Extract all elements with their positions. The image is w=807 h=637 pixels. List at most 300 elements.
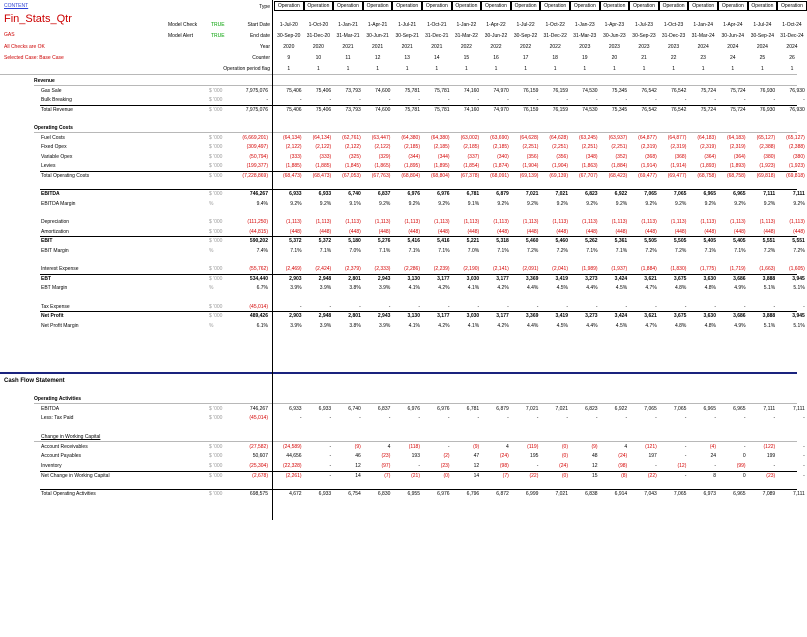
- row-cell[interactable]: (364): [704, 153, 716, 160]
- row-cell[interactable]: 7.2%: [556, 247, 568, 254]
- row-cell[interactable]: (1,885): [285, 163, 302, 170]
- row-cell[interactable]: (63,002): [460, 134, 480, 141]
- row-cell[interactable]: (368): [645, 153, 657, 160]
- row-cell[interactable]: (24): [499, 453, 509, 460]
- row-cell[interactable]: 3.8%: [349, 322, 361, 329]
- row-cell[interactable]: 76,542: [641, 106, 657, 113]
- row-cell[interactable]: 74,160: [463, 87, 480, 94]
- row-cell[interactable]: 3,369: [525, 313, 539, 320]
- row-cell[interactable]: (364): [733, 153, 746, 160]
- row-cell[interactable]: 14: [355, 472, 361, 479]
- row-cell[interactable]: 3.9%: [319, 322, 332, 329]
- row-cell[interactable]: 9.2%: [408, 200, 420, 207]
- row-cell[interactable]: (448): [467, 228, 480, 235]
- row-cell[interactable]: 5,505: [644, 238, 657, 245]
- row-cell[interactable]: (1,113): [522, 219, 539, 226]
- row-cell[interactable]: 9.2%: [290, 200, 302, 207]
- row-cell[interactable]: 74,530: [582, 87, 598, 94]
- row-cell[interactable]: 4.1%: [467, 322, 480, 329]
- row-cell[interactable]: 9.2%: [586, 200, 598, 207]
- row-cell[interactable]: 4.5%: [615, 285, 628, 292]
- row-cell[interactable]: -: [447, 303, 450, 310]
- row-cell[interactable]: 6,933: [318, 491, 332, 498]
- row-cell[interactable]: 193: [411, 453, 420, 460]
- row-cell[interactable]: (448): [408, 228, 420, 235]
- row-cell[interactable]: 74,600: [375, 87, 391, 94]
- row-cell[interactable]: 3,273: [585, 275, 598, 282]
- row-cell[interactable]: (1,904): [552, 163, 568, 170]
- row-cell[interactable]: (1,113): [641, 219, 657, 226]
- row-cell[interactable]: (121): [645, 443, 657, 450]
- row-cell[interactable]: 3,686: [733, 313, 746, 320]
- row-cell[interactable]: 3,888: [762, 275, 776, 282]
- row-cell[interactable]: (7): [502, 472, 509, 479]
- row-cell[interactable]: -: [773, 97, 776, 104]
- row-cell[interactable]: (2,333): [374, 266, 391, 273]
- row-cell[interactable]: 3,621: [644, 313, 657, 320]
- row-cell[interactable]: 9.2%: [763, 200, 776, 207]
- row-cell[interactable]: 3,621: [644, 275, 657, 282]
- row-cell[interactable]: -: [418, 415, 420, 422]
- row-cell[interactable]: (448): [615, 228, 628, 235]
- row-cell[interactable]: 2,903: [289, 313, 302, 320]
- row-cell[interactable]: (1,895): [433, 163, 450, 170]
- row-cell[interactable]: (1,863): [581, 163, 598, 170]
- row-cell[interactable]: (8): [621, 472, 628, 479]
- row-cell[interactable]: 7.1%: [378, 247, 391, 254]
- row-cell[interactable]: 3,675: [673, 313, 687, 320]
- row-cell[interactable]: -: [655, 97, 657, 104]
- row-cell[interactable]: 5,551: [792, 238, 805, 245]
- row-cell[interactable]: 9.2%: [615, 200, 628, 207]
- row-cell[interactable]: (448): [674, 228, 687, 235]
- row-cell[interactable]: (24): [559, 462, 568, 469]
- row-cell[interactable]: (1,884): [611, 163, 628, 170]
- row-cell[interactable]: 44,656: [286, 453, 302, 460]
- row-cell[interactable]: -: [566, 415, 568, 422]
- row-cell[interactable]: (2,251): [552, 144, 568, 151]
- row-cell[interactable]: (333): [289, 153, 302, 160]
- row-cell[interactable]: -: [684, 303, 687, 310]
- row-cell[interactable]: -: [299, 97, 302, 104]
- row-cell[interactable]: 7.2%: [763, 247, 776, 254]
- row-cell[interactable]: (64,134): [312, 134, 332, 141]
- row-cell[interactable]: 75,781: [404, 87, 420, 94]
- row-cell[interactable]: 6,965: [733, 191, 746, 198]
- row-cell[interactable]: (22): [529, 472, 539, 479]
- row-cell[interactable]: 5.1%: [763, 285, 776, 292]
- row-cell[interactable]: (340): [497, 153, 509, 160]
- row-cell[interactable]: (68,804): [401, 173, 420, 180]
- row-cell[interactable]: 2,801: [348, 275, 361, 282]
- row-cell[interactable]: 4.5%: [615, 322, 628, 329]
- row-cell[interactable]: (1,830): [670, 266, 687, 273]
- row-cell[interactable]: 5,416: [407, 238, 420, 245]
- row-cell[interactable]: 9.1%: [467, 200, 480, 207]
- row-cell[interactable]: (64,877): [667, 134, 687, 141]
- row-cell[interactable]: (2,122): [315, 144, 332, 151]
- row-cell[interactable]: -: [803, 443, 805, 450]
- row-cell[interactable]: (448): [349, 228, 361, 235]
- row-cell[interactable]: (348): [585, 153, 598, 160]
- row-cell[interactable]: (0): [561, 453, 568, 460]
- row-cell[interactable]: (356): [556, 153, 568, 160]
- row-cell[interactable]: (448): [437, 228, 450, 235]
- row-cell[interactable]: 6,976: [407, 191, 420, 198]
- row-cell[interactable]: 3,686: [733, 275, 746, 282]
- row-cell[interactable]: (2,190): [463, 266, 480, 273]
- row-cell[interactable]: -: [536, 415, 539, 422]
- row-cell[interactable]: 7,021: [555, 191, 568, 198]
- row-cell[interactable]: -: [566, 303, 568, 310]
- row-cell[interactable]: 7,111: [763, 191, 776, 198]
- row-cell[interactable]: 76,542: [641, 87, 657, 94]
- row-cell[interactable]: (65,127): [786, 134, 805, 141]
- row-cell[interactable]: 2,903: [289, 275, 302, 282]
- row-cell[interactable]: (7): [384, 472, 391, 479]
- row-cell[interactable]: (448): [704, 228, 716, 235]
- row-cell[interactable]: 9.2%: [438, 200, 450, 207]
- row-cell[interactable]: 2,948: [318, 313, 332, 320]
- row-cell[interactable]: 6,796: [466, 491, 480, 498]
- row-cell[interactable]: 2,943: [377, 313, 391, 320]
- row-cell[interactable]: 4.4%: [526, 285, 539, 292]
- row-cell[interactable]: -: [329, 472, 332, 479]
- row-cell[interactable]: 73,793: [345, 87, 361, 94]
- row-cell[interactable]: 5,221: [466, 238, 480, 245]
- row-cell[interactable]: (1,605): [788, 266, 805, 273]
- row-cell[interactable]: 4.2%: [497, 322, 509, 329]
- row-cell[interactable]: -: [625, 303, 628, 310]
- row-cell[interactable]: 4.8%: [704, 322, 716, 329]
- row-cell[interactable]: (1,893): [729, 163, 746, 170]
- row-cell[interactable]: 48: [592, 453, 598, 460]
- row-cell[interactable]: (380): [793, 153, 805, 160]
- row-cell[interactable]: 6,976: [437, 405, 450, 412]
- row-cell[interactable]: 6,976: [437, 191, 450, 198]
- row-cell[interactable]: -: [507, 415, 509, 422]
- row-cell[interactable]: -: [803, 415, 805, 422]
- row-cell[interactable]: 2,801: [348, 313, 361, 320]
- row-cell[interactable]: 75,724: [700, 87, 716, 94]
- row-cell[interactable]: -: [507, 303, 509, 310]
- row-cell[interactable]: 4.8%: [674, 322, 687, 329]
- row-cell[interactable]: 9.2%: [378, 200, 391, 207]
- row-cell[interactable]: 3,424: [614, 275, 628, 282]
- row-cell[interactable]: 76,930: [759, 106, 776, 113]
- row-cell[interactable]: 9.2%: [674, 200, 687, 207]
- row-cell[interactable]: 3,177: [496, 275, 509, 282]
- row-cell[interactable]: 74,530: [582, 106, 598, 113]
- row-cell[interactable]: 9.2%: [793, 200, 805, 207]
- row-cell[interactable]: (21): [411, 472, 420, 479]
- row-cell[interactable]: (1,113): [434, 219, 450, 226]
- row-cell[interactable]: (1,904): [522, 163, 539, 170]
- row-cell[interactable]: (333): [319, 153, 332, 160]
- row-cell[interactable]: 3,424: [614, 313, 628, 320]
- row-cell[interactable]: (24): [618, 453, 628, 460]
- row-cell[interactable]: -: [625, 97, 628, 104]
- row-cell[interactable]: (1,113): [611, 219, 628, 226]
- row-cell[interactable]: 6,933: [318, 191, 332, 198]
- row-cell[interactable]: (69,477): [667, 173, 687, 180]
- row-cell[interactable]: (448): [319, 228, 332, 235]
- row-cell[interactable]: -: [595, 303, 598, 310]
- row-cell[interactable]: -: [329, 97, 332, 104]
- row-cell[interactable]: (1,923): [759, 163, 776, 170]
- row-cell[interactable]: (67,053): [342, 173, 361, 180]
- row-cell[interactable]: -: [655, 303, 657, 310]
- row-cell[interactable]: 76,159: [552, 106, 568, 113]
- row-cell[interactable]: (1,113): [789, 219, 805, 226]
- row-cell[interactable]: 199: [766, 453, 776, 460]
- row-cell[interactable]: (1,113): [730, 219, 746, 226]
- row-cell[interactable]: 6,955: [407, 491, 420, 498]
- row-cell[interactable]: 76,542: [671, 106, 687, 113]
- row-cell[interactable]: 6,922: [614, 405, 628, 412]
- row-cell[interactable]: 6,823: [585, 405, 598, 412]
- row-cell[interactable]: -: [625, 415, 628, 422]
- row-cell[interactable]: (1,113): [670, 219, 687, 226]
- row-cell[interactable]: (2,319): [729, 144, 746, 151]
- row-cell[interactable]: -: [743, 443, 746, 450]
- row-cell[interactable]: -: [299, 303, 302, 310]
- row-cell[interactable]: 4.1%: [408, 285, 420, 292]
- row-cell[interactable]: 6,933: [289, 191, 302, 198]
- row-cell[interactable]: 76,930: [789, 87, 805, 94]
- row-cell[interactable]: 6,830: [377, 491, 391, 498]
- row-cell[interactable]: -: [329, 303, 332, 310]
- row-cell[interactable]: (63,937): [608, 134, 628, 141]
- row-cell[interactable]: (67,707): [578, 173, 598, 180]
- row-cell[interactable]: -: [595, 415, 598, 422]
- row-cell[interactable]: -: [595, 97, 598, 104]
- row-cell[interactable]: 7.2%: [645, 247, 657, 254]
- row-cell[interactable]: -: [803, 303, 805, 310]
- row-cell[interactable]: (2,251): [522, 144, 539, 151]
- row-cell[interactable]: (2,122): [344, 144, 361, 151]
- row-cell[interactable]: (2,251): [611, 144, 628, 151]
- row-cell[interactable]: 6,933: [289, 405, 302, 412]
- row-cell[interactable]: 76,930: [789, 106, 805, 113]
- row-cell[interactable]: (2,469): [285, 266, 302, 273]
- row-cell[interactable]: (2,239): [433, 266, 450, 273]
- row-cell[interactable]: 3,945: [792, 275, 805, 282]
- row-cell[interactable]: -: [773, 462, 776, 469]
- row-cell[interactable]: -: [477, 97, 480, 104]
- row-cell[interactable]: 7,043: [644, 491, 657, 498]
- row-cell[interactable]: 74,970: [493, 106, 509, 113]
- row-cell[interactable]: 3,369: [525, 275, 539, 282]
- row-cell[interactable]: (1,989): [581, 266, 598, 273]
- row-cell[interactable]: (2,319): [640, 144, 657, 151]
- row-cell[interactable]: 4.9%: [734, 322, 746, 329]
- row-cell[interactable]: 6,965: [733, 491, 746, 498]
- row-cell[interactable]: 7,111: [792, 191, 805, 198]
- row-cell[interactable]: -: [714, 415, 716, 422]
- row-cell[interactable]: 5,276: [377, 238, 391, 245]
- row-cell[interactable]: (64,183): [697, 134, 716, 141]
- row-cell[interactable]: -: [684, 453, 687, 460]
- row-cell[interactable]: (1,663): [759, 266, 776, 273]
- row-cell[interactable]: (2,424): [315, 266, 332, 273]
- row-cell[interactable]: 3,675: [673, 275, 687, 282]
- row-cell[interactable]: (1,113): [374, 219, 391, 226]
- row-cell[interactable]: 0: [742, 453, 746, 460]
- row-cell[interactable]: 5.1%: [763, 322, 776, 329]
- row-cell[interactable]: -: [418, 303, 420, 310]
- row-cell[interactable]: 4.4%: [526, 322, 539, 329]
- row-cell[interactable]: -: [447, 443, 450, 450]
- row-cell[interactable]: 7,111: [793, 405, 805, 412]
- row-cell[interactable]: 195: [530, 453, 539, 460]
- row-cell[interactable]: (448): [378, 228, 391, 235]
- row-cell[interactable]: 9.1%: [349, 200, 361, 207]
- row-cell[interactable]: -: [655, 415, 657, 422]
- row-cell[interactable]: -: [803, 97, 805, 104]
- row-cell[interactable]: 75,781: [434, 106, 450, 113]
- row-cell[interactable]: (2,388): [788, 144, 805, 151]
- row-cell[interactable]: 3,419: [555, 275, 568, 282]
- row-cell[interactable]: (63,245): [578, 134, 598, 141]
- row-cell[interactable]: 6,976: [407, 405, 420, 412]
- row-cell[interactable]: -: [329, 453, 332, 460]
- row-cell[interactable]: -: [507, 97, 509, 104]
- row-cell[interactable]: -: [714, 303, 716, 310]
- row-cell[interactable]: 5,361: [614, 238, 628, 245]
- row-cell[interactable]: (2,185): [433, 144, 450, 151]
- row-cell[interactable]: -: [359, 415, 361, 422]
- row-cell[interactable]: 75,345: [611, 106, 628, 113]
- row-cell[interactable]: (2,286): [404, 266, 420, 273]
- row-cell[interactable]: -: [743, 415, 746, 422]
- row-cell[interactable]: (344): [437, 153, 450, 160]
- row-cell[interactable]: 74,970: [493, 87, 509, 94]
- row-cell[interactable]: 6,837: [377, 191, 391, 198]
- row-cell[interactable]: 3,945: [792, 313, 805, 320]
- row-cell[interactable]: 6,879: [496, 405, 509, 412]
- row-cell[interactable]: (344): [408, 153, 420, 160]
- row-cell[interactable]: 3.9%: [378, 285, 391, 292]
- row-cell[interactable]: (68,091): [490, 173, 509, 180]
- row-cell[interactable]: (1,874): [492, 163, 509, 170]
- row-cell[interactable]: 24: [710, 453, 716, 460]
- row-cell[interactable]: (9): [473, 443, 480, 450]
- row-cell[interactable]: (64,628): [549, 134, 568, 141]
- row-cell[interactable]: (2,185): [463, 144, 480, 151]
- row-cell[interactable]: 3,130: [407, 275, 420, 282]
- row-cell[interactable]: 47: [473, 453, 480, 460]
- row-cell[interactable]: (325): [349, 153, 361, 160]
- row-cell[interactable]: 6,838: [585, 491, 598, 498]
- row-cell[interactable]: (448): [289, 228, 302, 235]
- row-cell[interactable]: 4.4%: [586, 285, 598, 292]
- row-cell[interactable]: 75,406: [315, 87, 332, 94]
- row-cell[interactable]: 4.1%: [467, 285, 480, 292]
- row-cell[interactable]: (98): [618, 462, 628, 469]
- row-cell[interactable]: -: [329, 415, 332, 422]
- row-cell[interactable]: (2,091): [522, 266, 539, 273]
- row-cell[interactable]: 3,888: [762, 313, 776, 320]
- row-cell[interactable]: 3,177: [496, 313, 509, 320]
- row-cell[interactable]: (2,261): [285, 472, 302, 479]
- row-cell[interactable]: -: [359, 97, 361, 104]
- row-cell[interactable]: -: [388, 415, 391, 422]
- row-cell[interactable]: (22,328): [282, 462, 302, 469]
- row-cell[interactable]: -: [773, 303, 776, 310]
- row-cell[interactable]: 4: [387, 443, 391, 450]
- row-cell[interactable]: 9.2%: [556, 200, 568, 207]
- row-cell[interactable]: 9.2%: [319, 200, 332, 207]
- row-cell[interactable]: (122): [763, 443, 776, 450]
- row-cell[interactable]: -: [359, 303, 361, 310]
- row-cell[interactable]: 75,724: [700, 106, 716, 113]
- row-cell[interactable]: 74,160: [463, 106, 480, 113]
- row-cell[interactable]: 75,724: [730, 87, 746, 94]
- row-cell[interactable]: 5,180: [348, 238, 361, 245]
- row-cell[interactable]: (64,134): [282, 134, 302, 141]
- row-cell[interactable]: 7.1%: [704, 247, 716, 254]
- row-cell[interactable]: 7.1%: [290, 247, 302, 254]
- row-cell[interactable]: (65,127): [756, 134, 776, 141]
- row-cell[interactable]: (1,914): [670, 163, 687, 170]
- content-link[interactable]: CONTENT: [4, 3, 29, 9]
- row-cell[interactable]: (24,589): [282, 443, 302, 450]
- row-cell[interactable]: (23): [440, 462, 450, 469]
- row-cell[interactable]: 75,406: [315, 106, 332, 113]
- row-cell[interactable]: 3,273: [585, 313, 598, 320]
- row-cell[interactable]: (1,113): [286, 219, 302, 226]
- row-cell[interactable]: 7,065: [644, 405, 657, 412]
- row-cell[interactable]: (1,113): [582, 219, 598, 226]
- row-cell[interactable]: 76,930: [759, 87, 776, 94]
- row-cell[interactable]: (1,914): [640, 163, 657, 170]
- row-cell[interactable]: 4.2%: [438, 322, 450, 329]
- row-cell[interactable]: (1,923): [788, 163, 805, 170]
- row-cell[interactable]: (1,895): [404, 163, 420, 170]
- row-cell[interactable]: 3,177: [437, 313, 450, 320]
- row-cell[interactable]: (9): [591, 443, 598, 450]
- row-cell[interactable]: 76,542: [671, 87, 687, 94]
- row-cell[interactable]: (99): [736, 462, 746, 469]
- row-cell[interactable]: (0): [561, 472, 568, 479]
- row-cell[interactable]: (380): [763, 153, 776, 160]
- row-cell[interactable]: 5,416: [437, 238, 450, 245]
- row-cell[interactable]: 75,724: [730, 106, 746, 113]
- row-cell[interactable]: 7.1%: [497, 247, 509, 254]
- row-cell[interactable]: 5,372: [289, 238, 302, 245]
- row-cell[interactable]: -: [684, 472, 687, 479]
- row-cell[interactable]: (22): [647, 472, 657, 479]
- row-cell[interactable]: (0): [561, 443, 568, 450]
- row-cell[interactable]: 46: [355, 453, 361, 460]
- row-cell[interactable]: (68,473): [282, 173, 302, 180]
- row-cell[interactable]: 7,021: [525, 405, 539, 412]
- row-cell[interactable]: (68,804): [430, 173, 450, 180]
- row-cell[interactable]: 6,781: [466, 405, 480, 412]
- row-cell[interactable]: 5,372: [318, 238, 332, 245]
- row-cell[interactable]: (1,113): [463, 219, 480, 226]
- row-cell[interactable]: (12): [677, 462, 687, 469]
- row-cell[interactable]: (2,122): [285, 144, 302, 151]
- row-cell[interactable]: -: [447, 97, 450, 104]
- row-cell[interactable]: 9.2%: [704, 200, 716, 207]
- row-cell[interactable]: -: [477, 415, 480, 422]
- row-cell[interactable]: 2,943: [377, 275, 391, 282]
- row-cell[interactable]: -: [299, 415, 302, 422]
- row-cell[interactable]: 9.2%: [645, 200, 657, 207]
- row-cell[interactable]: 7,111: [763, 405, 776, 412]
